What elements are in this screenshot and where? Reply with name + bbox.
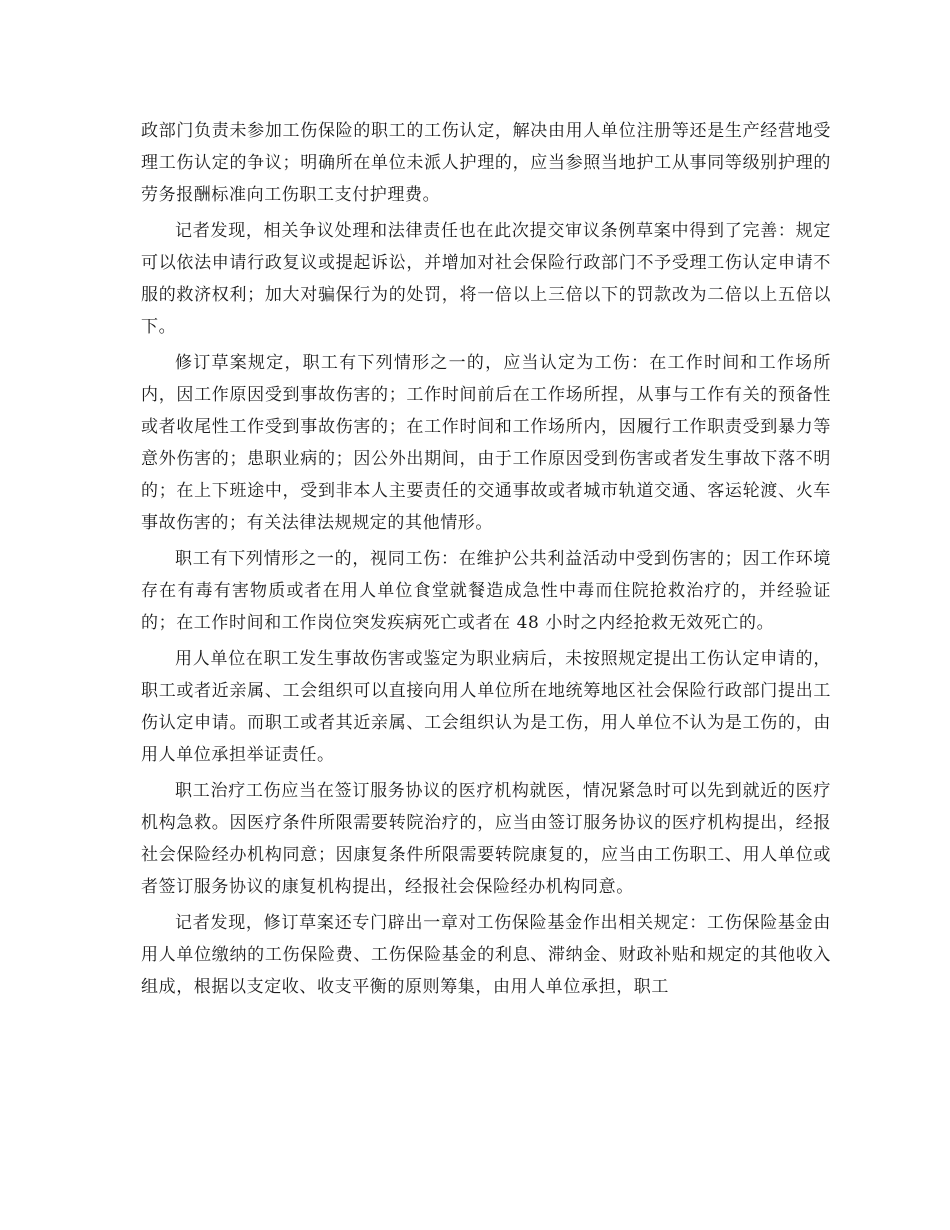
paragraph-injury-application: 用人单位在职工发生事故伤害或鉴定为职业病后，未按照规定提出工伤认定申请的，职工或者近亲属、工会组织可以直接向用人单位所在地统筹地区社会保险行政部门提出工伤认定申请。而职工或者其近亲属、工会组织认为是工伤，用人单位不认为是工伤的，由用人单位承担举证责任。 — [141, 649, 831, 765]
paragraph-continued: 政部门负责未参加工伤保险的职工的工伤认定，解决由用人单位注册等还是生产经营地受理工伤认定的争议；明确所在单位未派人护理的，应当参照当地护工从事同等级别护理的劳务报酬标准向工伤职工支付护理费。 — [141, 121, 831, 205]
paragraph-deemed-work-injury: 职工有下列情形之一的，视同工伤：在维护公共利益活动中受到伤害的；因工作环境存在有毒有害物质或者在用人单位食堂就餐造成急性中毒而住院抢救治疗的，并经验证的；在工作时间和工作岗位突发疾病死亡或者在 48 小时之内经抢救无效死亡的。 — [141, 549, 831, 633]
paragraph-work-injury-criteria: 修订草案规定，职工有下列情形之一的，应当认定为工伤：在工作时间和工作场所内，因工作原因受到事故伤害的；工作时间前后在工作场所捏，从事与工作有关的预备性或者收尾性工作受到事故伤害的；在工作时间和工作场所内，因履行工作职责受到暴力等意外伤害的；患职业病的；因公外出期间，由于工作原因受到伤害或者发生事故下落不明的；在上下班途中，受到非本人主要责任的交通事故或者城市轨道交通、客运轮渡、火车事故伤害的；有关法律法规规定的其他情形。 — [141, 353, 831, 533]
paragraph-insurance-fund: 记者发现，修订草案还专门辟出一章对工伤保险基金作出相关规定：工伤保险基金由用人单位缴纳的工伤保险费、工伤保险基金的利息、滞纳金、财政补贴和规定的其他收入组成，根据以支定收、收支平衡的原则筹集，由用人单位承担，职工 — [141, 913, 831, 997]
paragraph-dispute-handling: 记者发现，相关争议处理和法律责任也在此次提交审议条例草案中得到了完善：规定可以依法申请行政复议或提起诉讼，并增加对社会保险行政部门不予受理工伤认定申请不服的救济权利；加大对骗保行为的处罚，将一倍以上三倍以下的罚款改为二倍以上五倍以下。 — [141, 221, 831, 337]
paragraph-medical-treatment: 职工治疗工伤应当在签订服务协议的医疗机构就医，情况紧急时可以先到就近的医疗机构急救。因医疗条件所限需要转院治疗的，应当由签订服务协议的医疗机构提出，经报社会保险经办机构同意；因康复条件所限需要转院康复的，应当由工伤职工、用人单位或者签订服务协议的康复机构提出，经报社会保险经办机构同意。 — [141, 781, 831, 897]
document-body — [141, 115, 831, 1007]
